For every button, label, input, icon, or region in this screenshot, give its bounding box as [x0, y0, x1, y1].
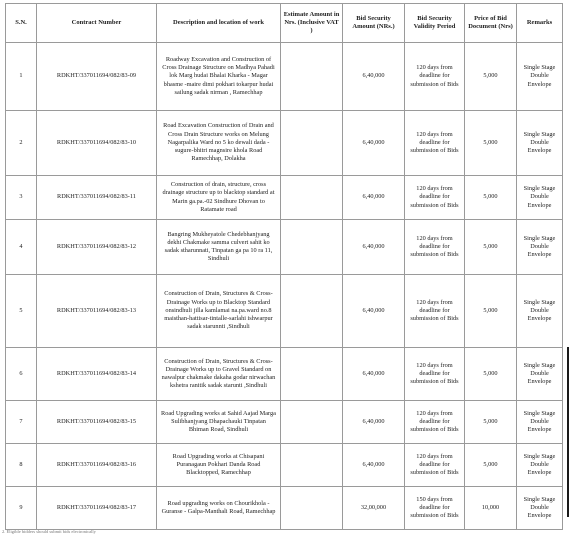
estimate-amount-cell — [281, 111, 343, 176]
sn-cell: 3 — [6, 176, 37, 220]
table-header — [6, 4, 563, 43]
estimate-amount-header: Estimate Amount in Nrs. (Inclusive VAT ) — [281, 4, 343, 43]
bid-security-validity-cell: 120 days from deadline for submission of Bids — [405, 348, 465, 401]
description-cell: Construction of drain, structure, cross drainage structure up to blacktop standard at Marin ga.pa.-02 Sindhure Dhovan to Ratamate road — [157, 176, 281, 220]
notice-sheet — [5, 3, 562, 530]
bid-document-price-cell: 10,000 — [465, 487, 517, 530]
remarks-cell: Single Stage Double Envelope — [517, 43, 563, 111]
sn-cell: 7 — [6, 401, 37, 444]
contract-number-cell: RDKHT/337011694/082/83-11 — [37, 176, 157, 220]
bid-document-price-cell: 5,000 — [465, 401, 517, 444]
bid-document-price-cell: 5,000 — [465, 43, 517, 111]
bid-security-validity-cell: 120 days from deadline for submission of Bids — [405, 401, 465, 444]
bid-security-amount-cell: 6,40,000 — [343, 348, 405, 401]
bid-security-amount-cell: 6,40,000 — [343, 43, 405, 111]
estimate-amount-cell — [281, 43, 343, 111]
bid-security-validity-cell: 120 days from deadline for submission of Bids — [405, 43, 465, 111]
bid-security-validity-header: Bid Security Validity Period — [405, 4, 465, 43]
estimate-amount-cell — [281, 275, 343, 348]
bid-document-price-cell: 5,000 — [465, 111, 517, 176]
bid-security-validity-cell: 120 days from deadline for submission of Bids — [405, 176, 465, 220]
description-cell: Road Upgrading works at Sahid Aajad Marga Sulibhanjyang Dhapachauki Tinpatan Bhiman Road, Sindhuli — [157, 401, 281, 444]
remarks-cell: Single Stage Double Envelope — [517, 111, 563, 176]
contract-number-cell: RDKHT/337011694/082/83-15 — [37, 401, 157, 444]
contract-number-cell: RDKHT/337011694/082/83-16 — [37, 444, 157, 487]
sn-cell: 8 — [6, 444, 37, 487]
sn-cell: 6 — [6, 348, 37, 401]
table-row — [6, 43, 563, 111]
sn-cell: 9 — [6, 487, 37, 530]
remarks-header: Remarks — [517, 4, 563, 43]
description-cell: Construction of Drain, Structures & Cross-Drainage Works up to Gravel Standard on nawalpur chakmake dakaha godar nirwachan kshetra ranitik sadak starunti ,Sindhuli — [157, 348, 281, 401]
bid-security-amount-cell: 6,40,000 — [343, 111, 405, 176]
table-row — [6, 401, 563, 444]
remarks-cell: Single Stage Double Envelope — [517, 176, 563, 220]
table-body — [6, 43, 563, 530]
table-row — [6, 275, 563, 348]
sn-cell: 4 — [6, 220, 37, 275]
description-cell: Roadway Excavation and Construction of Cross Drainage Structure on Madhya Pahadi lok Marg hudai Bhalai Kharka - Magar bhasme -maire dimi pokhari tokarpur hudai sailung sadak nirman , Ramechhap — [157, 43, 281, 111]
table-row — [6, 176, 563, 220]
bid-document-price-cell: 5,000 — [465, 220, 517, 275]
bid-security-amount-cell: 6,40,000 — [343, 220, 405, 275]
table-row — [6, 220, 563, 275]
contract-number-cell: RDKHT/337011694/082/83-13 — [37, 275, 157, 348]
remarks-cell: Single Stage Double Envelope — [517, 487, 563, 530]
description-cell: Road Excavation Construction of Drain and Cross Drain Structure works on Melung Nagarpalika Ward no 5 ko dewali dada - sugure-bhitri magnsire khola Road Ramechhap, Dolakha — [157, 111, 281, 176]
description-cell: Road upgrading works on Chourikhola - Guranse - Galpa-Manthali Road, Ramechhap — [157, 487, 281, 530]
estimate-amount-cell — [281, 176, 343, 220]
table-row — [6, 487, 563, 530]
contract-number-cell: RDKHT/337011694/082/83-17 — [37, 487, 157, 530]
estimate-amount-cell — [281, 401, 343, 444]
estimate-amount-cell — [281, 348, 343, 401]
contract-number-cell: RDKHT/337011694/082/83-09 — [37, 43, 157, 111]
footnote: 2. Eligible bidders should submit bids electronically — [2, 529, 96, 534]
bid-security-amount-cell: 6,40,000 — [343, 444, 405, 487]
bid-document-price-cell: 5,000 — [465, 176, 517, 220]
bid-security-amount-cell: 6,40,000 — [343, 176, 405, 220]
bid-security-validity-cell: 120 days from deadline for submission of Bids — [405, 220, 465, 275]
remarks-cell: Single Stage Double Envelope — [517, 348, 563, 401]
remarks-cell: Single Stage Double Envelope — [517, 220, 563, 275]
sn-header: S.N. — [6, 4, 37, 43]
contract-number-cell: RDKHT/337011694/082/83-10 — [37, 111, 157, 176]
contracts-table — [5, 3, 563, 530]
description-cell: Construction of Drain, Structures & Cross-Drainage Works up to Blacktop Standard onsindhuli jilla kamlamai na.pa.ward no.8 maisthan-hattisar-tintalle-sarlahi ishwarpur sadak starunnti ,Sindhuli — [157, 275, 281, 348]
bid-security-validity-cell: 120 days from deadline for submission of Bids — [405, 275, 465, 348]
bid-security-validity-cell: 120 days from deadline for submission of Bids — [405, 111, 465, 176]
contract-number-cell: RDKHT/337011694/082/83-14 — [37, 348, 157, 401]
description-cell: Road Upgrading works at Chisapani Puranagaun Pokhari Danda Road Blacktopped, Ramechhap — [157, 444, 281, 487]
table-row — [6, 348, 563, 401]
bid-security-amount-cell: 6,40,000 — [343, 275, 405, 348]
description-cell: Bangring Mukheyatole Chedebhanjyang dekhi Chakmake samma culvert sahit ko sadak stharunnati, Tinpatan ga pa 10 ra 11, Sindhuli — [157, 220, 281, 275]
bid-document-price-header: Price of Bid Document (Nrs) — [465, 4, 517, 43]
estimate-amount-cell — [281, 220, 343, 275]
sn-cell: 5 — [6, 275, 37, 348]
table-row — [6, 444, 563, 487]
sn-cell: 1 — [6, 43, 37, 111]
contract-number-cell: RDKHT/337011694/082/83-12 — [37, 220, 157, 275]
remarks-cell: Single Stage Double Envelope — [517, 275, 563, 348]
bid-security-validity-cell: 150 days from deadline for submission of Bids — [405, 487, 465, 530]
bid-document-price-cell: 5,000 — [465, 348, 517, 401]
estimate-amount-cell — [281, 487, 343, 530]
bid-security-amount-cell: 32,00,000 — [343, 487, 405, 530]
estimate-amount-cell — [281, 444, 343, 487]
table-row — [6, 111, 563, 176]
remarks-cell: Single Stage Double Envelope — [517, 444, 563, 487]
bid-security-amount-cell: 6,40,000 — [343, 401, 405, 444]
contract-number-header: Contract Number — [37, 4, 157, 43]
sn-cell: 2 — [6, 111, 37, 176]
description-header: Description and location of work — [157, 4, 281, 43]
bid-security-amount-header: Bid Security Amount (NRs.) — [343, 4, 405, 43]
bid-security-validity-cell: 120 days from deadline for submission of Bids — [405, 444, 465, 487]
remarks-cell: Single Stage Double Envelope — [517, 401, 563, 444]
bid-document-price-cell: 5,000 — [465, 444, 517, 487]
bid-document-price-cell: 5,000 — [465, 275, 517, 348]
page-edge-bar — [567, 347, 569, 517]
